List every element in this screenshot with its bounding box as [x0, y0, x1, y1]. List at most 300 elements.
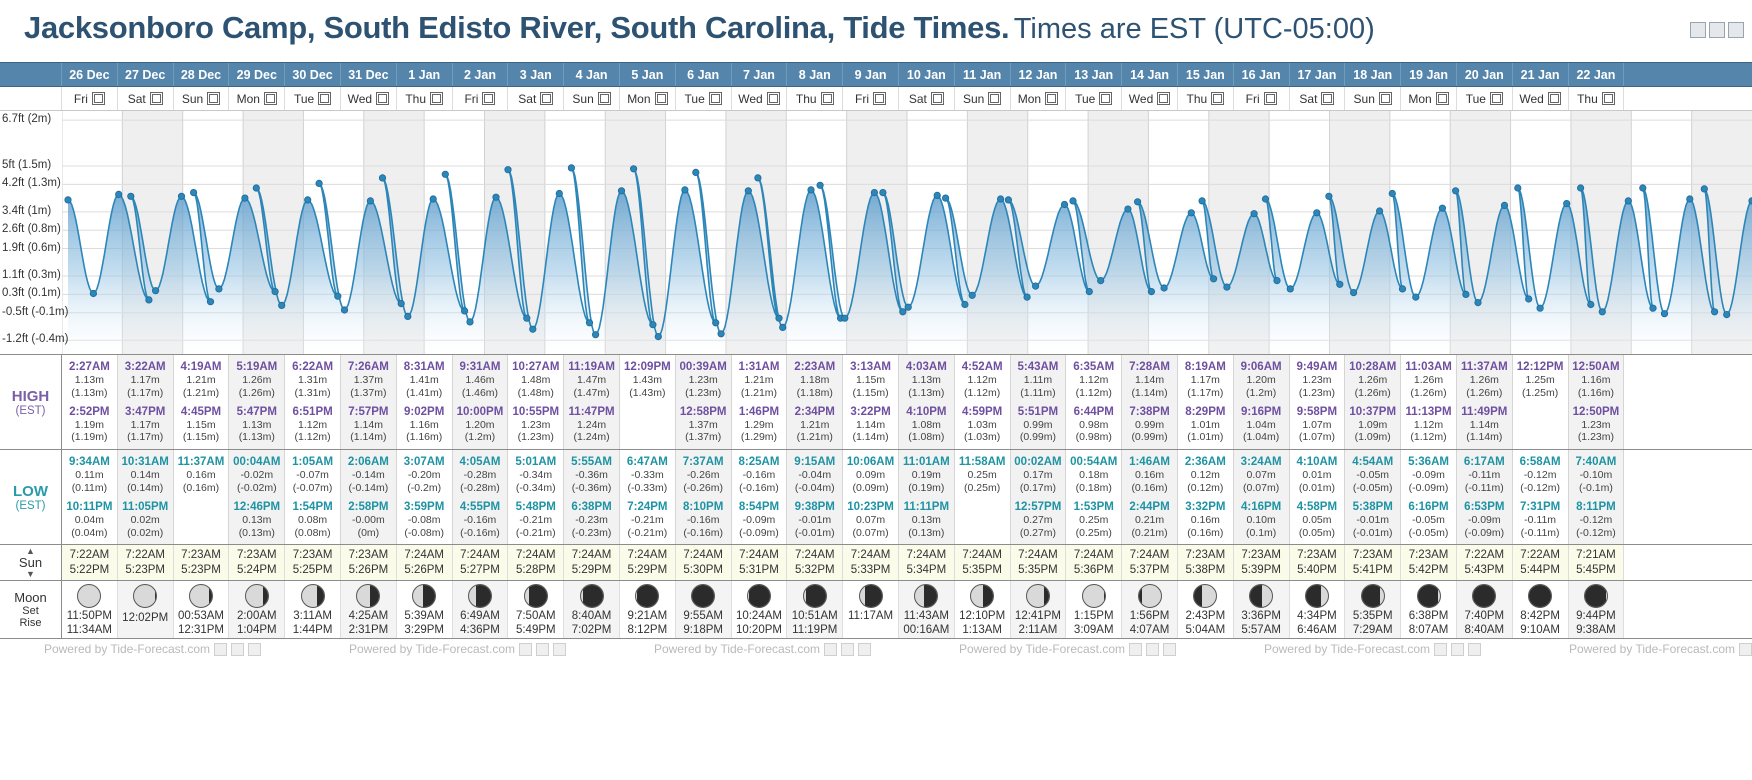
date-header-cell[interactable]: 28 Dec — [174, 63, 230, 86]
expand-icon[interactable] — [931, 92, 944, 105]
moon-rise-time: 3:09AM — [1073, 624, 1114, 637]
tide-height: -0.21m — [631, 513, 664, 526]
expand-icon[interactable] — [1264, 92, 1277, 105]
sun-cell — [1401, 545, 1457, 580]
low-tide-event — [404, 500, 444, 540]
tide-time: 2:52PM — [69, 405, 110, 418]
expand-icon[interactable] — [821, 92, 834, 105]
date-header-cell[interactable]: 17 Jan — [1290, 63, 1346, 86]
moon-phase-icon — [635, 584, 659, 608]
tide-height: 1.41m — [409, 374, 439, 387]
sun-cell — [1457, 545, 1513, 580]
expand-icon[interactable] — [1548, 92, 1561, 105]
tide-height: 1.11m — [1023, 374, 1053, 387]
tide-height: -0.21m — [519, 513, 553, 526]
footer-attribution — [0, 642, 305, 656]
tide-time: 6:58AM — [1519, 456, 1561, 469]
sun-cell — [118, 545, 174, 580]
weekday-cell[interactable] — [732, 87, 788, 110]
expand-icon[interactable] — [1602, 92, 1615, 105]
weekday-cell[interactable] — [453, 87, 509, 110]
weekday-cell[interactable] — [1569, 87, 1625, 110]
moon-phase-icon — [189, 584, 213, 608]
tide-height: -0.11m — [1468, 469, 1501, 482]
tide-time: 10:23PM — [847, 500, 894, 513]
sun-cell — [1290, 545, 1346, 580]
tide-time: 00:39AM — [679, 361, 727, 373]
tide-time: 9:15AM — [794, 456, 836, 469]
date-header-cell[interactable]: 20 Jan — [1457, 63, 1513, 86]
date-header-cell[interactable]: 15 Jan — [1178, 63, 1234, 86]
weekday-label: Sun — [572, 91, 594, 106]
tide-height: 1.14m — [1134, 374, 1165, 387]
expand-icon[interactable] — [482, 92, 495, 105]
tide-time: 5:51PM — [1017, 405, 1059, 418]
tide-height: -0.09m — [742, 513, 776, 526]
tide-height-metric: (-0.16m) — [739, 482, 779, 495]
y-axis-tick-label: 1.1ft (0.3m) — [2, 269, 61, 282]
tide-height-metric: (1.37m) — [350, 386, 387, 399]
weekday-cell[interactable] — [676, 87, 732, 110]
tide-height-metric: (1.47m) — [573, 386, 610, 399]
sun-cell — [1178, 545, 1234, 580]
weekday-cell[interactable] — [62, 87, 118, 110]
expand-icon[interactable] — [207, 92, 220, 105]
sunset-time: 5:42PM — [1408, 564, 1449, 577]
low-tide-cell — [285, 450, 341, 544]
tide-height-metric: (-0.02m) — [236, 482, 277, 495]
tide-time: 5:48PM — [515, 500, 556, 513]
tide-height-metric: (-0.11m) — [1520, 526, 1560, 539]
weekday-cell[interactable] — [1401, 87, 1457, 110]
sunrise-time: 7:24AM — [571, 549, 612, 562]
weekday-cell[interactable] — [508, 87, 564, 110]
moon-phase-icon — [914, 584, 938, 608]
moon-phase-icon — [524, 584, 548, 608]
low-tide-event — [233, 500, 280, 540]
tide-time: 6:51PM — [292, 405, 333, 418]
tide-height: -0.10m — [1579, 469, 1613, 482]
expand-icon[interactable] — [150, 92, 163, 105]
tide-height-metric: (1.26m) — [1354, 386, 1391, 399]
moon-row-label — [0, 581, 62, 638]
expand-icon[interactable] — [540, 92, 553, 105]
moon-phase-icon — [1026, 584, 1050, 608]
tide-height-metric: (0.16m) — [1187, 526, 1224, 539]
tide-height: 0.27m — [1023, 513, 1053, 526]
tide-height-metric: (1.2m) — [1245, 386, 1277, 399]
low-tide-event — [122, 455, 169, 495]
moon-cell — [1513, 581, 1569, 638]
tide-height: 1.46m — [465, 374, 495, 387]
weekday-cell[interactable] — [787, 87, 843, 110]
sunset-time: 5:32PM — [794, 564, 835, 577]
tide-height-metric: (1.16m) — [1577, 386, 1614, 399]
tide-time: 1:46PM — [738, 405, 780, 418]
date-header-cell[interactable]: 11 Jan — [955, 63, 1011, 86]
tide-height: 1.23m — [688, 374, 718, 387]
expand-icon[interactable] — [376, 92, 389, 105]
date-header-cell[interactable]: 27 Dec — [118, 63, 174, 86]
sunset-time: 5:44PM — [1520, 564, 1560, 577]
expand-icon[interactable] — [1099, 92, 1112, 105]
footer-text: Powered by Tide-Forecast.com — [43, 642, 211, 657]
tide-time: 3:22PM — [850, 405, 891, 418]
tide-height-metric: (1.31m) — [294, 386, 331, 399]
tide-height-metric: (1.48m) — [517, 386, 554, 399]
tide-time: 3:13AM — [850, 361, 891, 373]
sun-cell — [1234, 545, 1290, 580]
moon-cell — [1234, 581, 1290, 638]
tide-height-metric: (0.05m) — [1298, 526, 1336, 539]
high-tide-event — [125, 360, 166, 400]
maximize-icon[interactable] — [1709, 22, 1725, 38]
sunrise-time: 7:23AM — [292, 549, 333, 562]
weekday-cell[interactable] — [1178, 87, 1234, 110]
moon-rise-time: 7:02PM — [571, 624, 612, 637]
tide-height: 1.03m — [967, 418, 997, 431]
tide-time: 4:52AM — [961, 361, 1003, 373]
tide-time: 5:36AM — [1408, 456, 1449, 469]
tide-time: 8:54PM — [738, 500, 780, 513]
tide-height: 0.16m — [186, 469, 216, 482]
tide-time: 12:12PM — [1516, 361, 1564, 373]
moon-set-time: 2:43PM — [1185, 610, 1226, 623]
tide-height-metric: (-0.33m) — [627, 482, 668, 495]
high-tide-event — [739, 360, 780, 400]
high-tide-event — [512, 360, 559, 400]
moon-rise-time: 7:29AM — [1352, 624, 1393, 637]
high-tide-event — [237, 405, 277, 445]
expand-icon[interactable] — [264, 92, 277, 105]
tide-height: 0.13m — [911, 513, 941, 526]
tide-height: 1.13m — [74, 374, 104, 387]
low-tide-event — [1129, 455, 1170, 495]
date-header-cell[interactable]: 26 Dec — [62, 63, 118, 86]
date-header-cell[interactable]: 19 Jan — [1401, 63, 1457, 86]
sun-cell — [1513, 545, 1569, 580]
moon-rise-time: 1:04PM — [236, 624, 277, 637]
sunset-time: 5:29PM — [627, 564, 668, 577]
date-header-cell[interactable]: 16 Jan — [1234, 63, 1290, 86]
tide-height-metric: (1.08m) — [908, 431, 945, 444]
high-tide-event — [569, 405, 615, 445]
expand-icon[interactable] — [1211, 92, 1224, 105]
sun-cell — [341, 545, 397, 580]
sun-cell — [508, 545, 564, 580]
low-tide-label — [0, 450, 62, 544]
sunset-time: 5:23PM — [181, 564, 221, 577]
high-tide-cell — [453, 355, 509, 449]
tide-time: 1:05AM — [292, 456, 334, 469]
moon-set-time: 12:41PM — [1014, 610, 1061, 623]
expand-icon[interactable] — [92, 92, 105, 105]
tide-height: 1.07m — [1302, 418, 1332, 431]
tide-height: -0.05m — [1412, 513, 1445, 526]
date-header-cell[interactable]: 10 Jan — [899, 63, 955, 86]
tide-height: 1.21m — [800, 418, 830, 431]
moon-set-time: 6:38PM — [1408, 610, 1449, 623]
tide-height-metric: (0.07m) — [1243, 482, 1280, 495]
tide-height: 1.13m — [911, 374, 941, 387]
date-header-cell[interactable]: 13 Jan — [1066, 63, 1122, 86]
moon-rise-time: 9:38AM — [1576, 624, 1616, 637]
high-tide-cell — [397, 355, 453, 449]
minimize-icon[interactable] — [1690, 22, 1706, 38]
expand-icon[interactable] — [430, 92, 443, 105]
tide-time: 8:19AM — [1184, 361, 1226, 373]
date-header-cell[interactable]: 2 Jan — [453, 63, 509, 86]
expand-icon[interactable] — [873, 92, 886, 105]
expand-icon[interactable] — [1321, 92, 1334, 105]
tide-height: 1.24m — [576, 418, 607, 431]
footer-text: Powered by Tide-Forecast.com — [958, 642, 1126, 657]
weekday-cell[interactable] — [1066, 87, 1122, 110]
tide-time: 6:16PM — [1408, 500, 1449, 513]
high-tide-cell — [174, 355, 230, 449]
date-header-cell[interactable]: 31 Dec — [341, 63, 397, 86]
moon-rise-time: 2:11AM — [1018, 624, 1058, 637]
weekday-cell[interactable] — [397, 87, 453, 110]
moon-rise-time: 1:44PM — [292, 624, 333, 637]
weekday-label: Thu — [1186, 91, 1208, 106]
date-header-cell[interactable]: 1 Jan — [397, 63, 453, 86]
tide-height-metric: (1.29m) — [740, 431, 778, 444]
expand-icon[interactable] — [988, 92, 1001, 105]
date-header-cell[interactable]: 4 Jan — [564, 63, 620, 86]
moon-rise-time: 5:57AM — [1241, 624, 1281, 637]
weekday-cell[interactable] — [1122, 87, 1178, 110]
weekday-cell[interactable] — [955, 87, 1011, 110]
high-tide-cell — [787, 355, 843, 449]
moon-label-text: Moon — [14, 590, 47, 606]
date-header-cell[interactable]: 8 Jan — [787, 63, 843, 86]
weekday-cell[interactable] — [843, 87, 899, 110]
y-axis-tick-label: 5ft (1.5m) — [2, 159, 52, 172]
expand-icon[interactable] — [1379, 92, 1392, 105]
weekday-cell[interactable] — [899, 87, 955, 110]
tide-height-metric: (-0.07m) — [292, 482, 333, 495]
expand-icon[interactable] — [598, 92, 611, 105]
low-tide-event — [516, 500, 556, 540]
high-tide-cell — [1290, 355, 1346, 449]
tide-height: -0.16m — [742, 469, 776, 482]
date-header-cell[interactable]: 3 Jan — [508, 63, 564, 86]
weekday-cell[interactable] — [229, 87, 285, 110]
tide-time: 1:53PM — [1073, 500, 1114, 513]
low-tide-event — [1015, 500, 1062, 540]
expand-icon[interactable] — [1045, 92, 1058, 105]
moon-set-time: 7:50AM — [515, 610, 556, 623]
moon-set-time: 1:15PM — [1073, 610, 1114, 623]
tide-height-metric: (1.13m) — [908, 386, 945, 399]
tide-time: 6:38PM — [571, 500, 612, 513]
date-header-cell[interactable]: 30 Dec — [285, 63, 341, 86]
weekday-cell[interactable] — [285, 87, 341, 110]
date-header-cell[interactable]: 14 Jan — [1122, 63, 1178, 86]
tide-height: 0.25m — [967, 469, 997, 482]
sunrise-time: 7:24AM — [794, 549, 835, 562]
moon-rise-time: 10:20PM — [735, 624, 782, 637]
tide-height-metric: (-0.14m) — [348, 482, 389, 495]
tide-height: 0.21m — [1134, 513, 1165, 526]
window-controls[interactable] — [1690, 22, 1744, 38]
weekday-cell[interactable] — [1234, 87, 1290, 110]
tide-time: 7:38PM — [1129, 405, 1170, 418]
tide-height-metric: (1.43m) — [629, 386, 666, 399]
close-icon[interactable] — [1728, 22, 1744, 38]
low-tide-event — [795, 500, 835, 540]
tide-height-metric: (-0.2m) — [407, 482, 442, 495]
date-header-cell[interactable]: 12 Jan — [1011, 63, 1067, 86]
low-tide-cell — [620, 450, 676, 544]
tide-height-metric: (-0.04m) — [794, 482, 835, 495]
date-header-cell[interactable]: 7 Jan — [732, 63, 788, 86]
tide-height-metric: (1.16m) — [406, 431, 443, 444]
expand-icon[interactable] — [709, 92, 722, 105]
sunset-time: 5:37PM — [1129, 564, 1170, 577]
tide-time: 8:25AM — [738, 456, 780, 469]
high-tide-event — [680, 360, 727, 400]
date-header-cell[interactable]: 29 Dec — [229, 63, 285, 86]
sun-cell — [62, 545, 118, 580]
weekday-cell[interactable] — [341, 87, 397, 110]
tide-height: -0.12m — [1579, 513, 1613, 526]
tide-height: 1.14m — [353, 418, 383, 431]
tide-height: 0.13m — [242, 513, 272, 526]
weekday-label: Tue — [293, 91, 315, 106]
low-tide-cell — [1066, 450, 1122, 544]
sunrise-time: 7:21AM — [1576, 549, 1616, 562]
tide-time: 9:31AM — [459, 361, 501, 373]
date-header-cell[interactable]: 21 Jan — [1513, 63, 1569, 86]
tide-time: 6:35AM — [1073, 361, 1115, 373]
tide-height-metric: (-0.23m) — [571, 526, 612, 539]
tide-time: 12:58PM — [679, 405, 727, 418]
tide-time: 11:47PM — [568, 405, 615, 418]
sunset-time: 5:34PM — [906, 564, 947, 577]
sun-label-text: Sun — [18, 555, 43, 571]
weekday-label: Sat — [127, 91, 146, 106]
tide-height-metric: (1.23m) — [1577, 431, 1614, 444]
weekday-cell[interactable] — [1290, 87, 1346, 110]
weekday-cell[interactable] — [174, 87, 230, 110]
tide-height-metric: (0.09m) — [852, 482, 889, 495]
tide-height: 1.01m — [1190, 418, 1220, 431]
expand-icon[interactable] — [1436, 92, 1449, 105]
tide-height: 0.10m — [1246, 513, 1276, 526]
high-tide-event — [236, 360, 277, 400]
low-tide-block — [0, 450, 1752, 545]
date-header-cell[interactable]: 18 Jan — [1345, 63, 1401, 86]
moon-set-time: 1:56PM — [1129, 610, 1170, 623]
tide-height-metric: (1.26m) — [1466, 386, 1503, 399]
tide-height-metric: (0.98m) — [1075, 431, 1112, 444]
tide-time: 10:55PM — [512, 405, 560, 418]
tide-height-metric: (-0.16m) — [683, 526, 723, 539]
weekday-label: Wed — [347, 91, 373, 106]
date-header-cell[interactable]: 9 Jan — [843, 63, 899, 86]
tide-height-metric: (0.19m) — [908, 482, 945, 495]
date-header-cell[interactable]: 22 Jan — [1569, 63, 1625, 86]
moon-rise-time: 8:12PM — [627, 624, 668, 637]
moon-phase-icon — [859, 584, 883, 608]
footer-box-icon — [553, 643, 566, 656]
tide-height-metric: (1.17m) — [127, 386, 164, 399]
expand-icon[interactable] — [655, 92, 668, 105]
weekday-cell[interactable] — [564, 87, 620, 110]
weekday-label: Mon — [1408, 91, 1432, 106]
tide-height: 0.12m — [1190, 469, 1220, 482]
expand-icon[interactable] — [318, 92, 331, 105]
weekday-label: Sun — [181, 91, 204, 106]
tide-height: 1.23m — [1302, 374, 1332, 387]
high-tide-cell — [1401, 355, 1457, 449]
moon-rise-time: 9:10AM — [1520, 624, 1560, 637]
tide-time: 2:44PM — [1129, 500, 1170, 513]
tide-time: 9:06AM — [1240, 361, 1282, 373]
expand-icon[interactable] — [1157, 92, 1170, 105]
tide-time: 7:28AM — [1129, 361, 1170, 373]
low-tide-cell — [118, 450, 174, 544]
sun-cell — [843, 545, 899, 580]
tide-time: 7:57PM — [348, 405, 389, 418]
sun-cell — [1569, 545, 1625, 580]
tide-time: 9:02PM — [404, 405, 445, 418]
moon-phase-icon — [468, 584, 492, 608]
sun-cell — [955, 545, 1011, 580]
sunset-time: 5:25PM — [292, 564, 333, 577]
low-tide-event — [1185, 500, 1225, 540]
date-header-cell[interactable]: 6 Jan — [676, 63, 732, 86]
low-tide-event — [1464, 500, 1504, 540]
tide-height-metric: (0.99m) — [1131, 431, 1168, 444]
tide-height-metric: (-0.12m) — [1576, 526, 1616, 539]
weekday-cell[interactable] — [1513, 87, 1569, 110]
footer-box-icon — [1434, 643, 1447, 656]
expand-icon[interactable] — [1490, 92, 1503, 105]
high-tide-cell — [229, 355, 285, 449]
low-tide-event — [1464, 455, 1505, 495]
high-tide-event — [795, 405, 835, 445]
weekday-cell[interactable] — [1345, 87, 1401, 110]
high-tide-event — [125, 405, 165, 445]
low-tide-cell — [899, 450, 955, 544]
moon-cell — [787, 581, 843, 638]
moon-rise-time: 12:02PM — [122, 612, 169, 625]
moon-rise-label: Rise — [19, 617, 42, 630]
high-tide-event — [1349, 360, 1396, 400]
tide-height-metric: (1.09m) — [1354, 431, 1391, 444]
expand-icon[interactable] — [767, 92, 780, 105]
footer-attribution — [1525, 642, 1752, 656]
weekday-cell[interactable] — [1011, 87, 1067, 110]
tide-time: 4:55PM — [459, 500, 501, 513]
sunrise-time: 7:23AM — [1185, 549, 1226, 562]
high-tide-event — [1461, 405, 1507, 445]
sunrise-time: 7:24AM — [627, 549, 668, 562]
tide-height: 1.17m — [1190, 374, 1220, 387]
sunrise-time: 7:24AM — [1018, 549, 1058, 562]
weekday-cell[interactable] — [1457, 87, 1513, 110]
tide-height-metric: (0.25m) — [964, 482, 1001, 495]
tide-time: 10:31AM — [121, 456, 169, 469]
tide-height-metric: (0.11m) — [71, 482, 108, 495]
weekday-cell[interactable] — [118, 87, 174, 110]
weekday-cell[interactable] — [620, 87, 676, 110]
date-header-cell[interactable]: 5 Jan — [620, 63, 676, 86]
low-tide-event — [1296, 455, 1337, 495]
